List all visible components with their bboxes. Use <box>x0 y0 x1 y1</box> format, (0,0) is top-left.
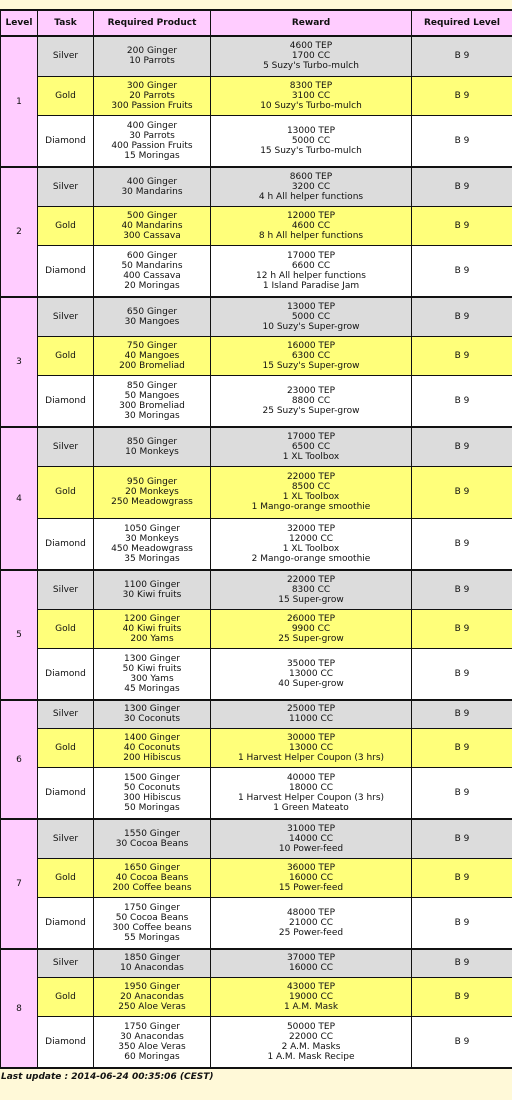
required-product-cell <box>94 767 211 819</box>
table-row <box>1 167 512 206</box>
reward-line: 1 Harvest Helper Coupon (3 hrs) <box>237 792 385 803</box>
header-required-product: Required Product <box>94 10 211 36</box>
level-cell: 4 <box>1 427 38 570</box>
product-line: 350 Aloe Veras <box>118 1041 186 1052</box>
table-body <box>1 36 512 1068</box>
header-reward: Reward <box>211 10 412 36</box>
product-line: 30 Cocoa Beans <box>115 838 189 849</box>
product-line: 20 Parrots <box>129 90 175 101</box>
required-product-cell <box>94 297 211 336</box>
reward-line: 25 Suzy's Super-grow <box>262 405 360 416</box>
product-line: 300 Coffee beans <box>112 922 192 933</box>
reward-cell <box>211 245 412 297</box>
reward-line: 5000 CC <box>291 311 331 322</box>
reward-line: 10 Suzy's Turbo-mulch <box>260 100 362 111</box>
task-cell: Diamond <box>38 375 94 427</box>
product-line: 1500 Ginger <box>124 772 180 783</box>
reward-line: 17000 TEP <box>286 250 336 261</box>
task-cell: Gold <box>38 76 94 115</box>
required-level-cell: B 9 <box>412 819 512 858</box>
product-line: 300 Cassava <box>123 230 181 241</box>
product-line: 250 Aloe Veras <box>118 1001 186 1012</box>
required-product-cell <box>94 819 211 858</box>
reward-line: 17000 TEP <box>286 431 336 442</box>
reward-line: 25 Super-grow <box>278 633 344 644</box>
product-line: 1300 Ginger <box>124 653 180 664</box>
product-line: 40 Mandarins <box>121 220 183 231</box>
reward-line: 25000 TEP <box>286 704 336 715</box>
table-row <box>1 700 512 728</box>
reward-cell <box>211 977 412 1016</box>
product-line: 40 Kiwi fruits <box>122 623 182 634</box>
required-product-cell <box>94 897 211 949</box>
level-cell: 3 <box>1 297 38 427</box>
product-line: 30 Coconuts <box>123 714 181 725</box>
product-line: 50 Coconuts <box>123 782 181 793</box>
product-line: 300 Bromeliad <box>119 400 185 411</box>
reward-cell <box>211 570 412 609</box>
task-cell: Diamond <box>38 115 94 167</box>
required-level-cell: B 9 <box>412 336 512 375</box>
reward-cell <box>211 336 412 375</box>
reward-line: 15 Suzy's Turbo-mulch <box>260 145 362 156</box>
reward-line: 13000 TEP <box>286 125 336 136</box>
reward-line: 48000 TEP <box>286 907 336 918</box>
table-row <box>1 897 512 949</box>
task-cell: Silver <box>38 700 94 728</box>
table-row <box>1 297 512 336</box>
reward-line: 15 Power-feed <box>278 882 344 893</box>
level-cell: 6 <box>1 700 38 819</box>
required-product-cell <box>94 167 211 206</box>
task-cell: Diamond <box>38 897 94 949</box>
reward-cell <box>211 297 412 336</box>
reward-cell <box>211 949 412 977</box>
product-line: 10 Parrots <box>129 56 175 67</box>
required-product-cell <box>94 206 211 245</box>
task-cell: Diamond <box>38 648 94 700</box>
task-cell: Gold <box>38 466 94 518</box>
product-line: 1750 Ginger <box>124 1021 180 1032</box>
reward-line: 21000 CC <box>288 917 334 928</box>
reward-line: 1 XL Toolbox <box>282 492 340 502</box>
product-line: 1950 Ginger <box>124 981 180 992</box>
product-line: 850 Ginger <box>126 380 178 391</box>
product-line: 300 Yams <box>130 673 174 684</box>
level-cell: 2 <box>1 167 38 297</box>
table-row <box>1 570 512 609</box>
reward-line: 25 Power-feed <box>278 927 344 938</box>
product-line: 300 Ginger <box>126 80 178 91</box>
product-line: 300 Passion Fruits <box>111 100 193 111</box>
table-row <box>1 336 512 375</box>
required-level-cell: B 9 <box>412 206 512 245</box>
reward-line: 1 A.M. Mask Recipe <box>267 1051 355 1062</box>
required-product-cell <box>94 570 211 609</box>
reward-line: 1 XL Toolbox <box>282 543 340 554</box>
task-cell: Silver <box>38 36 94 76</box>
reward-line: 1 XL Toolbox <box>282 451 340 462</box>
product-line: 300 Hibiscus <box>123 792 181 803</box>
reward-line: 1 A.M. Mask <box>283 1001 339 1012</box>
reward-line: 1 Green Mateato <box>273 802 349 813</box>
level-cell: 1 <box>1 36 38 167</box>
reward-line: 14000 CC <box>288 833 334 844</box>
header-level: Level <box>1 10 38 36</box>
task-cell: Silver <box>38 949 94 977</box>
table-row <box>1 648 512 700</box>
table-row <box>1 977 512 1016</box>
reward-line: 2 A.M. Masks <box>281 1041 341 1052</box>
product-line: 1200 Ginger <box>124 613 180 624</box>
required-product-cell <box>94 1016 211 1068</box>
reward-line: 8600 TEP <box>289 171 333 182</box>
reward-line: 15 Super-grow <box>278 594 344 605</box>
table-row <box>1 767 512 819</box>
task-cell: Gold <box>38 609 94 648</box>
table-row <box>1 245 512 297</box>
product-line: 40 Mangoes <box>124 350 180 361</box>
reward-cell <box>211 206 412 245</box>
reward-cell <box>211 427 412 466</box>
product-line: 20 Moringas <box>124 280 180 291</box>
table-row <box>1 36 512 76</box>
product-line: 30 Kiwi fruits <box>122 589 182 600</box>
table-row <box>1 115 512 167</box>
required-product-cell <box>94 466 211 518</box>
required-level-cell: B 9 <box>412 1016 512 1068</box>
header-required-level: Required Level <box>412 10 512 36</box>
task-cell: Silver <box>38 297 94 336</box>
reward-line: 3200 CC <box>291 181 331 192</box>
product-line: 50 Kiwi fruits <box>122 663 182 674</box>
required-level-cell: B 9 <box>412 570 512 609</box>
required-level-cell: B 9 <box>412 949 512 977</box>
reward-line: 15 Suzy's Super-grow <box>262 360 360 371</box>
table-row <box>1 76 512 115</box>
task-cell: Diamond <box>38 1016 94 1068</box>
reward-line: 10 Suzy's Super-grow <box>262 321 360 332</box>
reward-line: 6500 CC <box>291 441 331 452</box>
table-row <box>1 609 512 648</box>
level-cell: 8 <box>1 949 38 1068</box>
task-cell: Gold <box>38 728 94 767</box>
table-row <box>1 427 512 466</box>
reward-line: 37000 TEP <box>286 953 336 964</box>
reward-line: 1700 CC <box>291 51 331 62</box>
reward-line: 12000 CC <box>288 533 334 544</box>
product-line: 30 Parrots <box>129 130 175 141</box>
reward-cell <box>211 648 412 700</box>
reward-cell <box>211 767 412 819</box>
product-line: 850 Ginger <box>126 436 178 447</box>
product-line: 950 Ginger <box>126 477 178 487</box>
reward-line: 12 h All helper functions <box>256 270 366 281</box>
required-product-cell <box>94 336 211 375</box>
required-level-cell: B 9 <box>412 858 512 897</box>
reward-line: 5 Suzy's Turbo-mulch <box>263 61 359 72</box>
product-line: 400 Cassava <box>123 270 181 281</box>
reward-cell <box>211 897 412 949</box>
product-line: 30 Monkeys <box>125 533 179 544</box>
product-line: 1550 Ginger <box>124 828 180 839</box>
required-level-cell: B 9 <box>412 466 512 518</box>
product-line: 1050 Ginger <box>124 523 180 534</box>
task-cell: Silver <box>38 167 94 206</box>
reward-line: 4 h All helper functions <box>258 191 364 202</box>
product-line: 20 Anacondas <box>120 991 184 1002</box>
product-line: 750 Ginger <box>126 340 178 351</box>
product-line: 15 Moringas <box>124 150 180 161</box>
reward-cell <box>211 375 412 427</box>
required-level-cell: B 9 <box>412 977 512 1016</box>
product-line: 250 Meadowgrass <box>111 497 193 507</box>
reward-line: 9900 CC <box>291 623 331 634</box>
product-line: 30 Mangoes <box>124 316 180 327</box>
reward-line: 32000 TEP <box>286 523 336 534</box>
required-product-cell <box>94 858 211 897</box>
product-line: 50 Mangoes <box>124 390 180 401</box>
required-level-cell: B 9 <box>412 245 512 297</box>
required-level-cell: B 9 <box>412 375 512 427</box>
reward-line: 6300 CC <box>291 350 331 361</box>
header-task: Task <box>38 10 94 36</box>
reward-line: 4600 TEP <box>289 41 333 52</box>
reward-line: 19000 CC <box>288 991 334 1002</box>
reward-line: 35000 TEP <box>286 658 336 669</box>
required-level-cell: B 9 <box>412 76 512 115</box>
reward-cell <box>211 76 412 115</box>
product-line: 400 Passion Fruits <box>111 140 193 151</box>
reward-line: 12000 TEP <box>286 210 336 221</box>
product-line: 40 Cocoa Beans <box>115 872 189 883</box>
required-product-cell <box>94 949 211 977</box>
reward-line: 40 Super-grow <box>278 678 344 689</box>
task-cell: Silver <box>38 427 94 466</box>
reward-line: 1 Harvest Helper Coupon (3 hrs) <box>237 752 385 763</box>
required-level-cell: B 9 <box>412 700 512 728</box>
required-product-cell <box>94 427 211 466</box>
reward-cell <box>211 36 412 76</box>
required-level-cell: B 9 <box>412 427 512 466</box>
last-update: Last update : 2014-06-24 00:35:06 (CEST) <box>1 1072 214 1082</box>
task-cell: Silver <box>38 570 94 609</box>
task-cell: Silver <box>38 819 94 858</box>
reward-cell <box>211 700 412 728</box>
reward-cell <box>211 466 412 518</box>
reward-line: 22000 TEP <box>286 472 336 482</box>
product-line: 1750 Ginger <box>124 902 180 913</box>
product-line: 30 Anacondas <box>120 1031 184 1042</box>
reward-line: 6600 CC <box>291 260 331 271</box>
table-row <box>1 949 512 977</box>
reward-line: 1 Mango-orange smoothie <box>251 502 371 512</box>
product-line: 20 Monkeys <box>125 487 179 497</box>
reward-cell <box>211 609 412 648</box>
product-line: 1400 Ginger <box>124 732 180 743</box>
reward-line: 40000 TEP <box>286 772 336 783</box>
table-row <box>1 728 512 767</box>
reward-line: 13000 CC <box>288 742 334 753</box>
required-product-cell <box>94 977 211 1016</box>
required-product-cell <box>94 518 211 570</box>
required-level-cell: B 9 <box>412 728 512 767</box>
reward-line: 16000 CC <box>288 963 334 974</box>
required-product-cell <box>94 648 211 700</box>
reward-line: 43000 TEP <box>286 981 336 992</box>
header-row <box>1 10 512 36</box>
table-row <box>1 466 512 518</box>
product-line: 200 Ginger <box>126 46 178 57</box>
required-level-cell: B 9 <box>412 648 512 700</box>
product-line: 200 Hibiscus <box>123 752 181 763</box>
reward-line: 22000 CC <box>288 1031 334 1042</box>
reward-line: 2 Mango-orange smoothie <box>251 553 371 564</box>
reward-line: 16000 TEP <box>286 340 336 351</box>
product-line: 450 Meadowgrass <box>111 543 193 554</box>
required-level-cell: B 9 <box>412 609 512 648</box>
reward-cell <box>211 728 412 767</box>
reward-line: 5000 CC <box>291 135 331 146</box>
task-cell: Gold <box>38 977 94 1016</box>
required-level-cell: B 9 <box>412 767 512 819</box>
reward-line: 26000 TEP <box>286 613 336 624</box>
product-line: 50 Moringas <box>124 802 180 813</box>
reward-cell <box>211 819 412 858</box>
reward-line: 13000 TEP <box>286 301 336 312</box>
table-row <box>1 206 512 245</box>
reward-line: 8300 TEP <box>289 80 333 91</box>
product-line: 30 Moringas <box>124 410 180 421</box>
required-level-cell: B 9 <box>412 518 512 570</box>
table-row <box>1 858 512 897</box>
required-level-cell: B 9 <box>412 36 512 76</box>
table-row <box>1 518 512 570</box>
required-product-cell <box>94 245 211 297</box>
reward-cell <box>211 1016 412 1068</box>
required-level-cell: B 9 <box>412 897 512 949</box>
reward-line: 13000 CC <box>288 668 334 679</box>
reward-line: 4600 CC <box>291 220 331 231</box>
required-product-cell <box>94 700 211 728</box>
reward-cell <box>211 858 412 897</box>
product-line: 1850 Ginger <box>124 953 180 964</box>
product-line: 600 Ginger <box>126 250 178 261</box>
product-line: 400 Ginger <box>126 176 178 187</box>
table-row <box>1 1016 512 1068</box>
reward-line: 8 h All helper functions <box>258 230 364 241</box>
rewards-table <box>0 9 512 1069</box>
reward-line: 50000 TEP <box>286 1021 336 1032</box>
product-line: 60 Moringas <box>124 1051 180 1062</box>
required-level-cell: B 9 <box>412 297 512 336</box>
required-product-cell <box>94 76 211 115</box>
task-cell: Diamond <box>38 767 94 819</box>
task-cell: Gold <box>38 858 94 897</box>
task-cell: Diamond <box>38 518 94 570</box>
required-product-cell <box>94 609 211 648</box>
product-line: 50 Cocoa Beans <box>115 912 189 923</box>
required-level-cell: B 9 <box>412 167 512 206</box>
reward-line: 36000 TEP <box>286 862 336 873</box>
reward-cell <box>211 167 412 206</box>
task-cell: Gold <box>38 206 94 245</box>
reward-line: 18000 CC <box>288 782 334 793</box>
reward-line: 3100 CC <box>291 90 331 101</box>
product-line: 40 Coconuts <box>123 742 181 753</box>
product-line: 200 Yams <box>130 633 174 644</box>
reward-line: 8300 CC <box>291 584 331 595</box>
reward-cell <box>211 518 412 570</box>
task-cell: Diamond <box>38 245 94 297</box>
required-product-cell <box>94 115 211 167</box>
product-line: 200 Bromeliad <box>119 360 185 371</box>
product-line: 1650 Ginger <box>124 862 180 873</box>
product-line: 1100 Ginger <box>124 579 180 590</box>
reward-line: 8500 CC <box>291 482 331 492</box>
level-cell: 5 <box>1 570 38 700</box>
reward-line: 30000 TEP <box>286 732 336 743</box>
product-line: 35 Moringas <box>124 553 180 564</box>
product-line: 500 Ginger <box>126 210 178 221</box>
product-line: 45 Moringas <box>124 683 180 694</box>
reward-line: 22000 TEP <box>286 574 336 585</box>
reward-line: 1 Island Paradise Jam <box>262 280 360 291</box>
level-cell: 7 <box>1 819 38 949</box>
product-line: 10 Monkeys <box>125 446 179 457</box>
required-product-cell <box>94 36 211 76</box>
reward-line: 31000 TEP <box>286 823 336 834</box>
reward-line: 10 Power-feed <box>278 843 344 854</box>
table-row <box>1 375 512 427</box>
required-level-cell: B 9 <box>412 115 512 167</box>
reward-line: 8800 CC <box>291 395 331 406</box>
product-line: 50 Mandarins <box>121 260 183 271</box>
required-product-cell <box>94 728 211 767</box>
reward-line: 11000 CC <box>288 714 334 725</box>
product-line: 400 Ginger <box>126 120 178 131</box>
task-cell: Gold <box>38 336 94 375</box>
required-product-cell <box>94 375 211 427</box>
reward-line: 16000 CC <box>288 872 334 883</box>
reward-line: 23000 TEP <box>286 385 336 396</box>
product-line: 55 Moringas <box>124 932 180 943</box>
reward-cell <box>211 115 412 167</box>
product-line: 200 Coffee beans <box>112 882 192 893</box>
table-row <box>1 819 512 858</box>
product-line: 1300 Ginger <box>124 704 180 715</box>
product-line: 10 Anacondas <box>120 963 184 974</box>
product-line: 650 Ginger <box>126 306 178 317</box>
product-line: 30 Mandarins <box>121 186 183 197</box>
